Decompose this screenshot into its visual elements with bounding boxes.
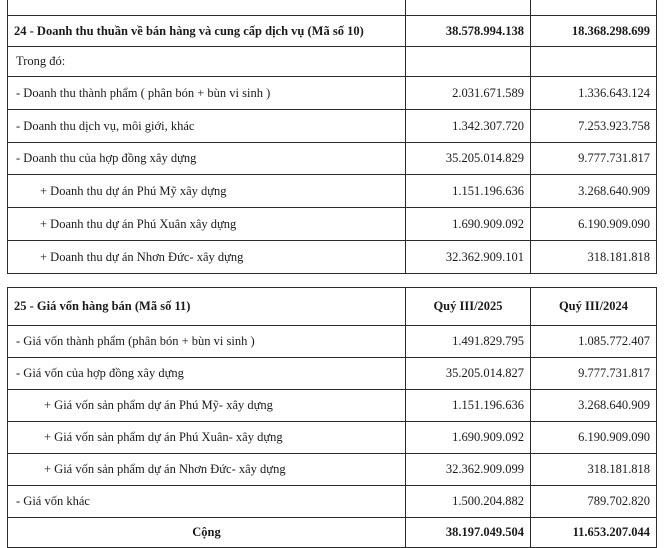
row-value-2025: 1.342.307.720 (406, 110, 531, 143)
row-value-2024: 318.181.818 (531, 454, 657, 486)
column-header-2024: Quý III/2024 (531, 288, 657, 326)
table-top-edge-row (8, 0, 657, 16)
total-value-2024: 11.653.207.044 (531, 518, 657, 548)
row-value-2025: 2.031.671.589 (406, 77, 531, 110)
revenue-header-row (8, 16, 657, 47)
row-label: + Giá vốn sản phẩm dự án Phú Xuân- xây dựng (8, 422, 406, 454)
table-row (8, 454, 657, 486)
row-label: - Doanh thu của hợp đồng xây dựng (8, 143, 406, 175)
row-label: - Doanh thu dịch vụ, môi giới, khác (8, 110, 406, 143)
row-label: - Giá vốn của hợp đồng xây dựng (8, 358, 406, 390)
table-row (8, 143, 657, 175)
total-label: Cộng (8, 518, 406, 548)
total-value-2025: 38.197.049.504 (406, 518, 531, 548)
table-row (8, 110, 657, 143)
of-which-label: Trong đó: (8, 47, 406, 77)
of-which-row (8, 47, 657, 77)
row-value-2025: 1.500.204.882 (406, 486, 531, 518)
table-row (8, 326, 657, 358)
table-row (8, 390, 657, 422)
row-label: + Doanh thu dự án Nhơn Đức- xây dựng (8, 241, 406, 274)
revenue-table (7, 0, 657, 274)
table-row (8, 241, 657, 274)
table-row (8, 358, 657, 390)
row-value-2024: 7.253.923.758 (531, 110, 657, 143)
row-label: - Giá vốn khác (8, 486, 406, 518)
row-value-2025: 1.690.909.092 (406, 422, 531, 454)
row-value-2024: 9.777.731.817 (531, 358, 657, 390)
cost-header-row (8, 288, 657, 326)
table-row (8, 422, 657, 454)
row-value-2025: 35.205.014.827 (406, 358, 531, 390)
row-value-2025: 32.362.909.099 (406, 454, 531, 486)
row-value-2025: 1.690.909.092 (406, 208, 531, 241)
cost-of-goods-table (7, 287, 657, 548)
row-value-2025: 32.362.909.101 (406, 241, 531, 274)
row-value-2024: 3.268.640.909 (531, 175, 657, 208)
table-row (8, 77, 657, 110)
row-value-2024: 1.085.772.407 (531, 326, 657, 358)
row-value-2024: 6.190.909.090 (531, 422, 657, 454)
row-value-2024: 3.268.640.909 (531, 390, 657, 422)
table-row (8, 486, 657, 518)
row-value-2024: 318.181.818 (531, 241, 657, 274)
row-label: + Giá vốn sản phẩm dự án Phú Mỹ- xây dựng (8, 390, 406, 422)
table-row (8, 208, 657, 241)
table-row (8, 175, 657, 208)
row-value-2024: 9.777.731.817 (531, 143, 657, 175)
row-value-2024: 6.190.909.090 (531, 208, 657, 241)
row-value-2025: 1.151.196.636 (406, 175, 531, 208)
row-label: + Doanh thu dự án Phú Xuân xây dựng (8, 208, 406, 241)
revenue-section-title: 24 - Doanh thu thuần về bán hàng và cung cấp dịch vụ (Mã số 10) (8, 16, 406, 47)
revenue-total-2025: 38.578.994.138 (406, 16, 531, 47)
row-label: + Giá vốn sản phẩm dự án Nhơn Đức- xây dựng (8, 454, 406, 486)
row-value-2025: 35.205.014.829 (406, 143, 531, 175)
row-value-2024: 1.336.643.124 (531, 77, 657, 110)
cost-section-title: 25 - Giá vốn hàng bán (Mã số 11) (8, 288, 406, 326)
revenue-total-2024: 18.368.298.699 (531, 16, 657, 47)
row-value-2025: 1.491.829.795 (406, 326, 531, 358)
total-row (8, 518, 657, 548)
column-header-2025: Quý III/2025 (406, 288, 531, 326)
row-value-2024: 789.702.820 (531, 486, 657, 518)
row-label: + Doanh thu dự án Phú Mỹ xây dựng (8, 175, 406, 208)
row-value-2025: 1.151.196.636 (406, 390, 531, 422)
row-label: - Doanh thu thành phẩm ( phân bón + bùn vi sinh ) (8, 77, 406, 110)
row-label: - Giá vốn thành phẩm (phân bón + bùn vi sinh ) (8, 326, 406, 358)
